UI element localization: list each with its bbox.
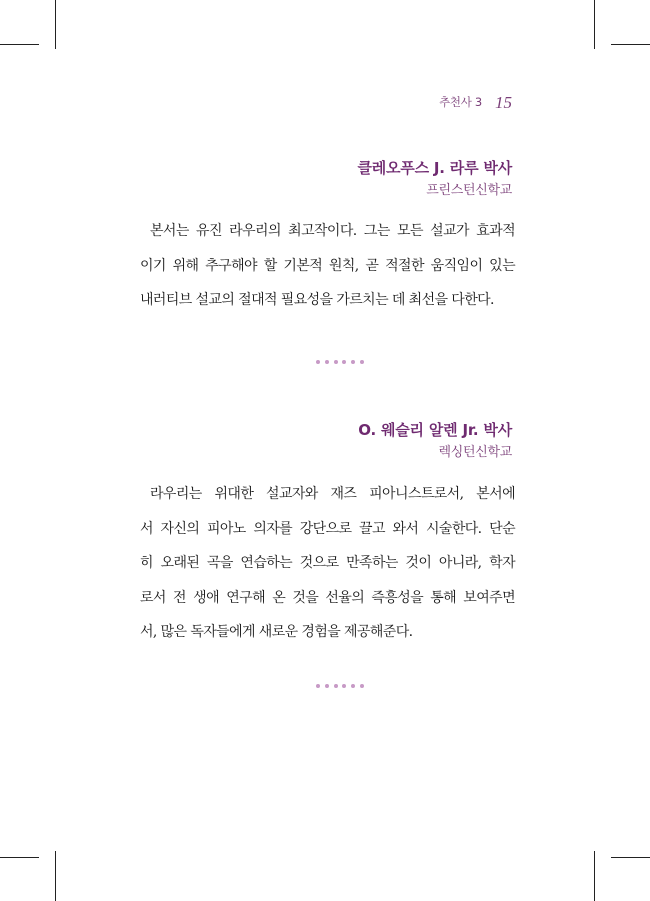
endorser-affiliation: 프린스턴신학교: [426, 183, 512, 198]
text-line: 서 자신의 피아노 의자를 강단으로 끌고 와서 시술한다. 단순: [140, 520, 515, 537]
endorser-name: O. 웨슬리 알렌 Jr. 박사: [358, 421, 512, 439]
endorser-affiliation: 렉싱턴신학교: [438, 445, 512, 460]
crop-mark-top-right-vertical: [594, 0, 595, 49]
ornament-dot: [342, 360, 346, 364]
text-line: 서, 많은 독자들에게 새로운 경험을 제공해준다.: [140, 624, 413, 640]
text-line: 라우리는 위대한 설교자와 재즈 피아니스트로서, 본서에: [150, 486, 515, 502]
section-title: 추천사 3: [439, 95, 482, 109]
endorser-block: [357, 157, 512, 203]
ornament-dot: [360, 684, 364, 688]
text-line: 로서 전 생애 연구해 온 것을 선율의 즉흥성을 통해 보여주면: [140, 589, 515, 606]
ornament-dot: [325, 684, 329, 688]
ornament-divider: [316, 683, 364, 689]
endorser-name: 클레오푸스 J. 라루 박사: [357, 159, 512, 177]
ornament-dot: [316, 360, 320, 364]
ornament-dot: [316, 684, 320, 688]
ornament-divider: [316, 359, 364, 365]
crop-mark-bottom-left-horizontal: [0, 857, 39, 858]
endorsement-text: [140, 477, 515, 650]
text-line: 내러티브 설교의 절대적 필요성을 가르치는 데 최선을 다한다.: [140, 292, 494, 308]
endorsement-text: [140, 214, 515, 318]
ornament-dot: [334, 360, 338, 364]
ornament-dot: [360, 360, 364, 364]
crop-mark-bottom-right-vertical: [594, 851, 595, 901]
ornament-dot: [351, 360, 355, 364]
text-line: 이기 위해 추구해야 할 기본적 원칙, 곧 적절한 움직임이 있는: [140, 257, 515, 274]
crop-mark-bottom-left-vertical: [55, 851, 56, 901]
crop-mark-top-left-horizontal: [0, 44, 39, 45]
crop-mark-top-right-horizontal: [611, 44, 650, 45]
crop-mark-top-left-vertical: [55, 0, 56, 49]
text-line: 히 오래된 곡을 연습하는 것으로 만족하는 것이 아니라, 학자: [140, 555, 515, 571]
ornament-dot: [325, 360, 329, 364]
ornament-dot: [334, 684, 338, 688]
page-number: 15: [495, 93, 512, 112]
endorser-block: [358, 419, 512, 465]
running-head: [439, 93, 512, 113]
ornament-dot: [351, 684, 355, 688]
ornament-dot: [342, 684, 346, 688]
crop-mark-bottom-right-horizontal: [611, 857, 650, 858]
text-line: 본서는 유진 라우리의 최고작이다. 그는 모든 설교가 효과적: [150, 223, 515, 239]
